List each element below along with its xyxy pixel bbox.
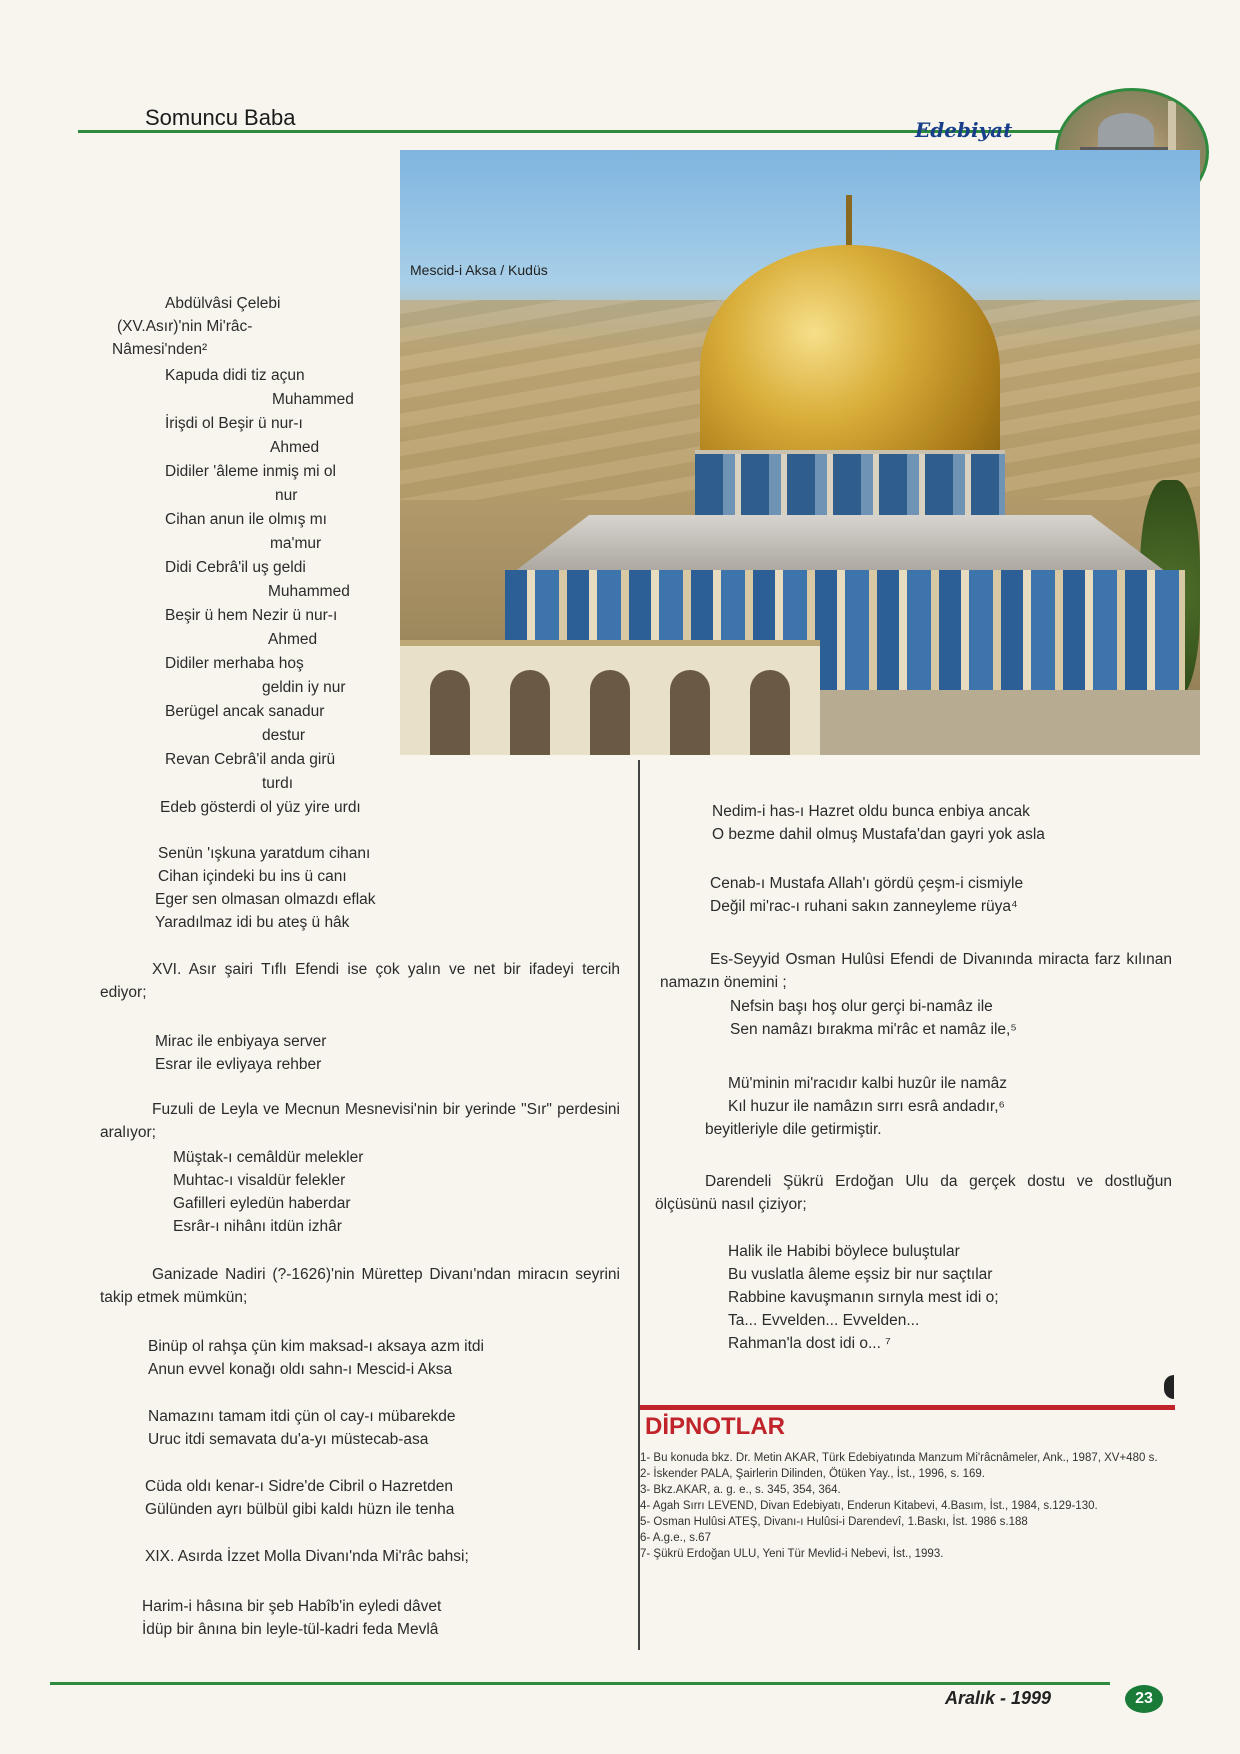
verse-line: Harim-i hâsına bir şeb Habîb'in eyledi dâvet — [142, 1598, 442, 1615]
verse-line: Yaradılmaz idi bu ateş ü hâk — [155, 914, 350, 931]
verse-line: Rahman'la dost idi o... ⁷ — [728, 1335, 891, 1352]
footnote: 2- İskender PALA, Şairlerin Dilinden, Ötüken Yay., İst., 1996, s. 169. — [640, 1468, 985, 1480]
verse-line: Ta... Evvelden... Evvelden... — [728, 1312, 920, 1329]
verse-line: Didi Cebrâ'il uş geldi — [165, 559, 306, 576]
verse-line: Edeb gösterdi ol yüz yire urdı — [160, 799, 361, 816]
verse-line: Müştak-ı cemâldür melekler — [173, 1149, 364, 1166]
verse-line: Rabbine kavuşmanın sırnyla mest idi o; — [728, 1289, 999, 1306]
verse-line: Anun evvel konağı oldı sahn-ı Mescid-i Aksa — [148, 1361, 453, 1378]
verse-line: Mü'minin mi'racıdır kalbi huzûr ile namâz — [728, 1075, 1007, 1092]
verse-line: destur — [262, 727, 306, 744]
verse-line: Halik ile Habibi böylece buluştular — [728, 1243, 960, 1260]
page-tab-marker — [1164, 1375, 1174, 1399]
verse-line: Gafilleri eyledün haberdar — [173, 1195, 351, 1212]
verse-line: geldin iy nur — [262, 679, 346, 696]
section-label: Edebiyat — [915, 118, 1013, 142]
verse-line: Kapuda didi tiz açun — [165, 367, 305, 384]
footnotes-list — [640, 1450, 1170, 1562]
paragraph: Fuzuli de Leyla ve Mecnun Mesnevisi'nin bir yerinde "Sır" perdesini aralıyor; — [100, 1101, 620, 1141]
verse-line: İdüp bir ânına bin leyle-tül-kadri feda Mevlâ — [142, 1621, 439, 1638]
footnote: 6- A.g.e., s.67 — [640, 1532, 711, 1544]
verse-line: Muhtac-ı visaldür felekler — [173, 1172, 346, 1189]
verse-line: Cihan içindeki bu ins ü canı — [158, 868, 347, 885]
paragraph: Ganizade Nadiri (?-1626)'nin Mürettep Divanı'ndan miracın seyrini takip etmek mümkün; — [100, 1266, 620, 1306]
verse-line: nur — [275, 487, 298, 504]
verse-line: Cenab-ı Mustafa Allah'ı gördü çeşm-i cismiyle — [710, 875, 1024, 892]
verse-line: turdı — [262, 775, 294, 792]
verse-line: Senün 'ışkuna yaratdum cihanı — [158, 845, 371, 862]
verse-line: Kıl huzur ile namâzın sırrı esrâ andadır,⁶ — [728, 1098, 1005, 1115]
footnote: 5- Osman Hulûsi ATEŞ, Divanı-ı Hulûsi-i Darendevî, 1.Baskı, İst. 1986 s.188 — [640, 1516, 1028, 1528]
verse-line: Cüda oldı kenar-ı Sidre'de Cibril o Hazretden — [145, 1478, 453, 1495]
verse-line: İrişdi ol Beşir ü nur-ı — [165, 415, 303, 432]
verse-line: ma'mur — [270, 535, 322, 552]
paragraph: XVI. Asır şairi Tıflı Efendi ise çok yalın ve net bir ifadeyi tercih ediyor; — [100, 961, 620, 1001]
footnotes-rule — [640, 1405, 1175, 1410]
verse-line: Bu vuslatla âleme eşsiz bir nur saçtılar — [728, 1266, 993, 1283]
verse-line: Gülünden ayrı bülbül gibi kaldı hüzn ile tenha — [145, 1501, 455, 1518]
verse-line: Esrâr-ı nihânı itdün izhâr — [173, 1218, 342, 1235]
verse-line: Değil mi'rac-ı ruhani sakın zanneyleme rüya⁴ — [710, 898, 1018, 915]
paragraph: beyitleriyle dile getirmiştir. — [705, 1121, 882, 1138]
paragraph: Darendeli Şükrü Erdoğan Ulu da gerçek dostu ve dostluğun ölçüsünü nasıl çiziyor; — [655, 1173, 1172, 1213]
verse-line: Ahmed — [270, 439, 320, 456]
verse-line: Eger sen olmasan olmazdı eflak — [155, 891, 376, 908]
footnote: 3- Bkz.AKAR, a. g. e., s. 345, 354, 364. — [640, 1484, 841, 1496]
verse-line: Revan Cebrâ'il anda girü — [165, 751, 336, 768]
footnote: 7- Şükrü Erdoğan ULU, Yeni Tür Mevlid-i Nebevi, İst., 1993. — [640, 1548, 944, 1560]
magazine-title: Somuncu Baba — [145, 105, 296, 130]
paragraph: XIX. Asırda İzzet Molla Divanı'nda Mi'râc bahsi; — [145, 1548, 469, 1565]
intro-line: Nâmesi'nden² — [112, 341, 208, 358]
verse-line: Beşir ü hem Nezir ü nur-ı — [165, 607, 338, 624]
intro-line: Abdülvâsi Çelebi — [165, 295, 281, 312]
paragraph: Es-Seyyid Osman Hulûsi Efendi de Divanında miracta farz kılınan namazın önemini ; — [660, 951, 1172, 991]
verse-line: Mirac ile enbiyaya server — [155, 1033, 327, 1050]
verse-line: Uruc itdi semavata du'a-yı müstecab-asa — [148, 1431, 429, 1448]
dome-of-the-rock-photo — [400, 150, 1200, 755]
verse-line: Didiler 'âleme inmiş mi ol — [165, 463, 336, 480]
issue-date: Aralık - 1999 — [945, 1688, 1052, 1708]
verse-line: Binüp ol rahşa çün kim maksad-ı aksaya azm itdi — [148, 1338, 484, 1355]
footnote: 4- Agah Sırrı LEVEND, Divan Edebiyatı, Enderun Kitabevi, 4.Basım, İst., 1984, s.129-130. — [640, 1500, 1098, 1512]
verse-line: Cihan anun ile olmış mı — [165, 511, 327, 528]
verse-line: Namazını tamam itdi çün ol cay-ı mübarekde — [148, 1408, 456, 1425]
verse-line: Berügel ancak sanadur — [165, 703, 325, 720]
intro-line: (XV.Asır)'nin Mi'râc- — [117, 318, 253, 335]
verse-line: O bezme dahil olmuş Mustafa'dan gayri yok asla — [712, 826, 1045, 843]
footnote: 1- Bu konuda bkz. Dr. Metin AKAR, Türk Edebiyatında Manzum Mi'râcnâmeler, Ank., 1987, XV+480 s. — [640, 1452, 1158, 1464]
verse-line: Nedim-i has-ı Hazret oldu bunca enbiya ancak — [712, 803, 1030, 820]
photo-caption: Mescid-i Aksa / Kudüs — [410, 262, 548, 278]
page-number: 23 — [1125, 1685, 1163, 1713]
verse-line: Sen namâzı bırakma mi'râc et namâz ile,⁵ — [730, 1021, 1017, 1038]
verse-line: Esrar ile evliyaya rehber — [155, 1056, 322, 1073]
verse-line: Muhammed — [272, 391, 354, 408]
verse-line: Nefsin başı hoş olur gerçi bi-namâz ile — [730, 998, 993, 1015]
verse-line: Ahmed — [268, 631, 318, 648]
verse-line: Muhammed — [268, 583, 350, 600]
footnotes-title: DİPNOTLAR — [645, 1413, 785, 1440]
verse-line: Didiler merhaba hoş — [165, 655, 304, 672]
footer-rule — [50, 1682, 1110, 1685]
